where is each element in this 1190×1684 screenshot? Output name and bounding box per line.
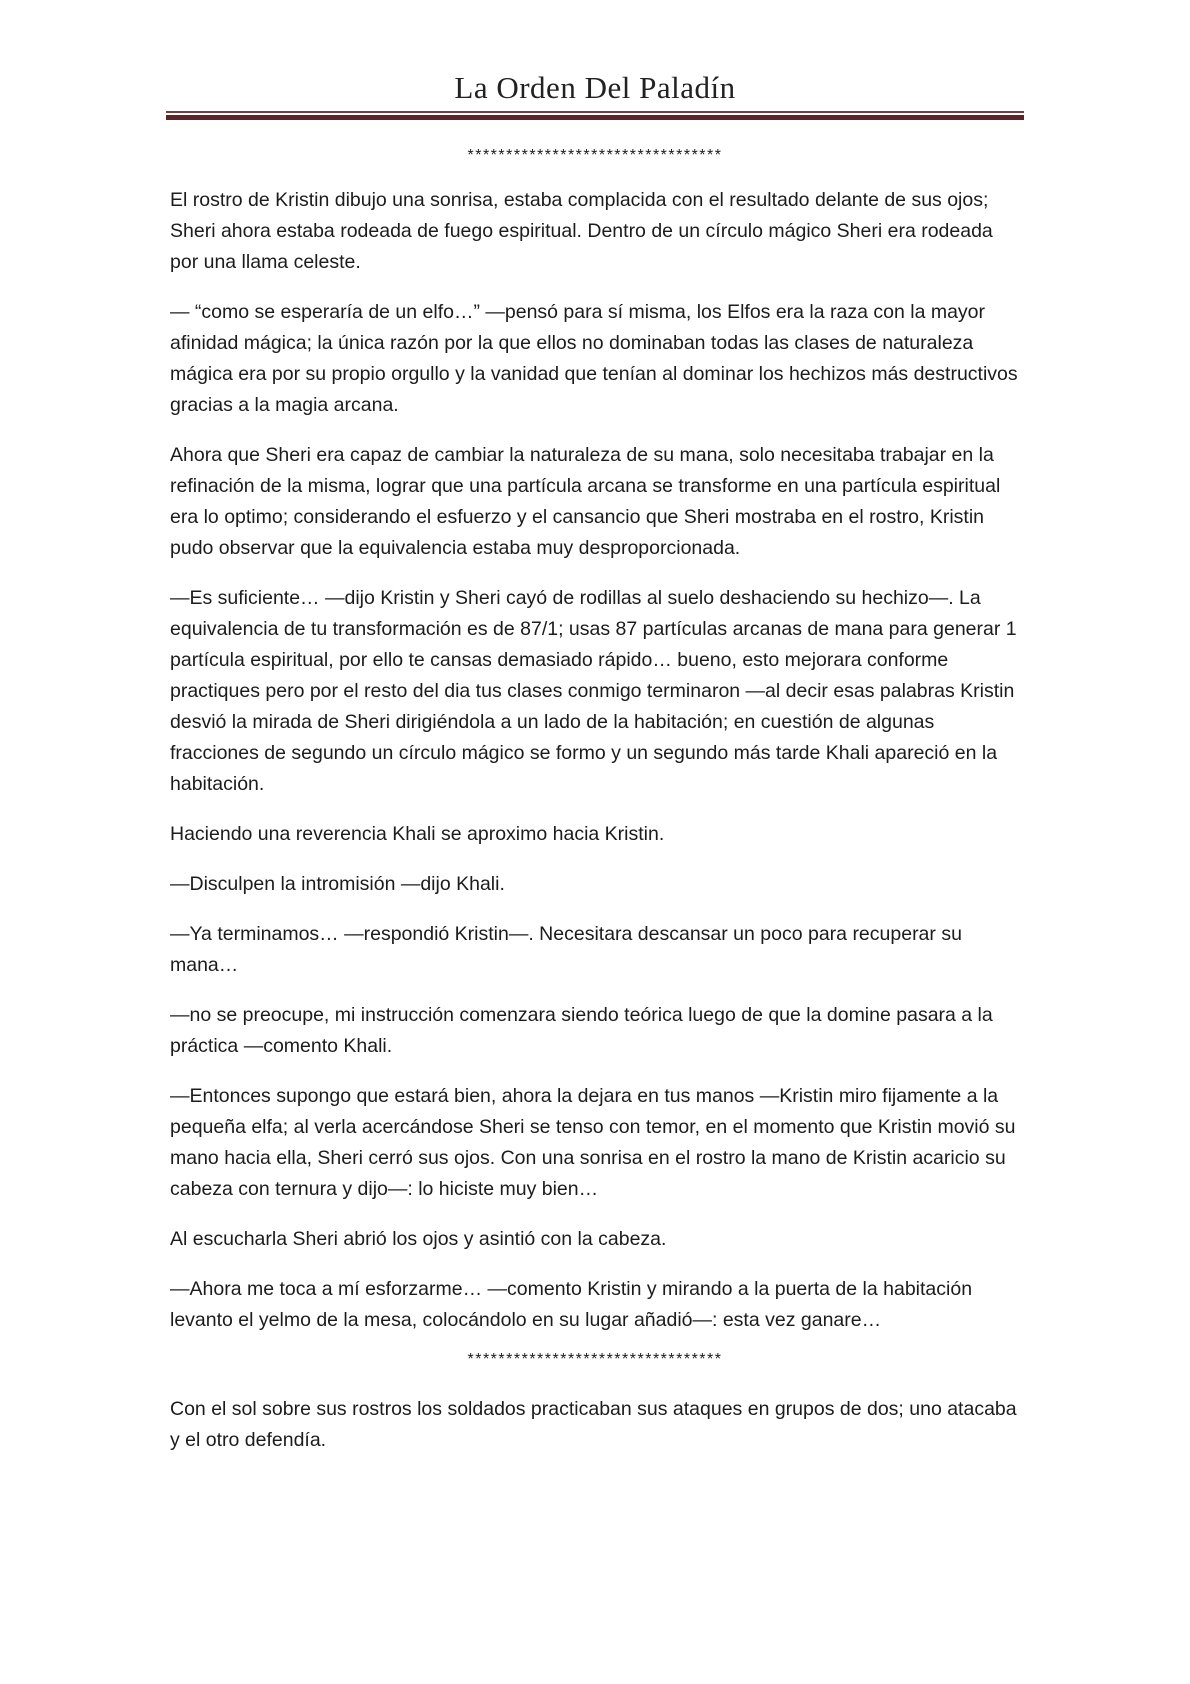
paragraph-8: —no se preocupe, mi instrucción comenzara siendo teórica luego de que la domine pasara a la práctica —comento Khali. bbox=[170, 1004, 993, 1057]
paragraph-2: — “como se esperaría de un elfo…” —pensó para sí misma, los Elfos era la raza con la mayor afinidad mágica; la única razón por la que ellos no dominaban todas las clases de naturaleza mágica era por su propio orgullo y la vanidad que tenían al dominar los hechizos más destructivos gracias a la magia arcana. bbox=[170, 301, 1018, 416]
page-header-title: La Orden Del Paladín bbox=[454, 70, 736, 105]
document-body bbox=[170, 144, 1020, 1456]
paragraph-1: El rostro de Kristin dibujo una sonrisa, estaba complacida con el resultado delante de sus ojos; Sheri ahora estaba rodeada de fuego espiritual. Dentro de un círculo mágico Sheri era rodeada por una llama celeste. bbox=[170, 189, 993, 273]
paragraph-9: —Entonces supongo que estará bien, ahora la dejara en tus manos —Kristin miro fijamente a la pequeña elfa; al verla acercándose Sheri se tenso con temor, en el momento que Kristin movió su mano hacia ella, Sheri cerró sus ojos. Con una sonrisa en el rostro la mano de Kristin acaricio su cabeza con ternura y dijo—: lo hiciste muy bien… bbox=[170, 1085, 1016, 1200]
paragraph-11: —Ahora me toca a mí esforzarme… —comento Kristin y mirando a la puerta de la habitación levanto el yelmo de la mesa, colocándolo en su lugar añadió—: esta vez ganare… bbox=[170, 1278, 973, 1331]
paragraph-3: Ahora que Sheri era capaz de cambiar la naturaleza de su mana, solo necesitaba trabajar en la refinación de la misma, lograr que una partícula arcana se transforme en una partícula espiritual era lo optimo; considerando el esfuerzo y el cansancio que Sheri mostraba en el rostro, Kristin pudo observar que la equivalencia estaba muy desproporcionada. bbox=[170, 444, 1001, 559]
header-divider bbox=[166, 111, 1024, 120]
paragraph-7: —Ya terminamos… —respondió Kristin—. Necesitara descansar un poco para recuperar su mana… bbox=[170, 923, 962, 976]
scene-separator-top: ********************************* bbox=[467, 147, 723, 164]
header-divider-thick-line bbox=[166, 115, 1024, 120]
scene-separator-bottom: ********************************* bbox=[467, 1351, 723, 1368]
paragraph-6: —Disculpen la intromisión —dijo Khali. bbox=[170, 873, 505, 895]
paragraph-12: Con el sol sobre sus rostros los soldados practicaban sus ataques en grupos de dos; uno atacaba y el otro defendía. bbox=[170, 1398, 1017, 1451]
paragraph-5: Haciendo una reverencia Khali se aproximo hacia Kristin. bbox=[170, 823, 665, 845]
paragraph-10: Al escucharla Sheri abrió los ojos y asintió con la cabeza. bbox=[170, 1228, 667, 1250]
paragraph-4: —Es suficiente… —dijo Kristin y Sheri cayó de rodillas al suelo deshaciendo su hechizo—. La equivalencia de tu transformación es de 87/1; usas 87 partículas arcanas de mana para generar 1 partícula espiritual, por ello te cansas demasiado rápido… bueno, esto mejorara conforme practiques pero por el resto del dia tus clases conmigo terminaron —al decir esas palabras Kristin desvió la mirada de Sheri dirigiéndola a un lado de la habitación; en cuestión de algunas fracciones de segundo un círculo mágico se formo y un segundo más tarde Khali apareció en la habitación. bbox=[170, 587, 1017, 795]
